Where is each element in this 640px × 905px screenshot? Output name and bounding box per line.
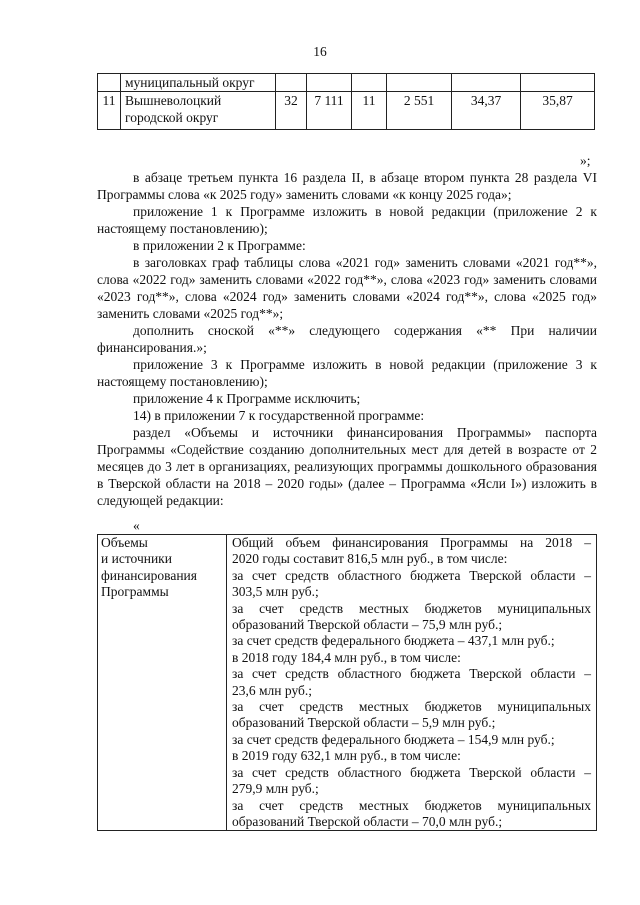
financing-content-cell <box>227 535 597 831</box>
financing-line: за счет средств областного бюджета Тверской области – <box>232 666 591 682</box>
label-line: Объемы <box>101 535 148 550</box>
section-label-cell <box>98 535 227 831</box>
financing-passport-table <box>97 534 597 831</box>
table-row <box>98 74 595 92</box>
value-cell: 32 <box>276 92 307 130</box>
paragraph: 14) в приложении 7 к государственной программе: <box>133 408 425 423</box>
municipality-name-cell <box>121 92 276 130</box>
table-row <box>98 535 597 831</box>
body-text <box>97 169 597 509</box>
closing-quote: »; <box>580 153 591 168</box>
financing-line: за счет средств местных бюджетов муниципальных <box>232 699 591 715</box>
financing-line: Общий объем финансирования Программы на 2018 – <box>232 535 591 550</box>
financing-line: в 2018 году 184,4 млн руб., в том числе: <box>232 649 461 665</box>
label-line: Программы <box>101 584 169 600</box>
financing-line: за счет средств областного бюджета Тверской области – <box>232 764 591 780</box>
financing-line: в 2019 году 632,1 млн руб., в том числе: <box>232 748 461 764</box>
paragraph: приложение 1 к Программе изложить в новой редакции (приложение 2 к настоящему постановлению); <box>97 204 597 236</box>
financing-line: образований Тверской области – 5,9 млн руб.; <box>232 715 496 731</box>
row-index-cell: 11 <box>98 92 121 130</box>
value-cell: 34,37 <box>452 92 521 130</box>
paragraph: в заголовках граф таблицы слова «2021 год» заменить словами «2021 год**», слова «2022 год» заменить словами «2022 год**», слова «2023 год» заменить словами «2023 год**», слова «2024 год» заменить словами «2024 год**», слова «2025 год» заменить словами «2025 год**»; <box>97 255 597 321</box>
municipality-name-cell: муниципальный округ <box>121 74 276 92</box>
municipal-table <box>97 73 595 130</box>
paragraph: приложение 4 к Программе исключить; <box>133 391 361 406</box>
financing-line: за счет средств федерального бюджета – 154,9 млн руб.; <box>232 731 555 747</box>
financing-line: 279,9 млн руб.; <box>232 781 319 797</box>
financing-line: образований Тверской области – 75,9 млн руб.; <box>232 617 503 633</box>
financing-line: образований Тверской области – 70,0 млн руб.; <box>232 813 503 829</box>
paragraph: приложение 3 к Программе изложить в новой редакции (приложение 3 к настоящему постановлению); <box>97 357 597 389</box>
financing-line: за счет средств местных бюджетов муниципальных <box>232 600 591 616</box>
financing-line: за счет средств областного бюджета Тверской области – <box>232 567 591 583</box>
value-cell: 2 551 <box>387 92 452 130</box>
paragraph: дополнить сноской «**» следующего содержания «** При наличии финансирования.»; <box>97 323 597 355</box>
page-number: 16 <box>313 44 327 59</box>
label-line: финансирования <box>101 567 197 583</box>
financing-line: за счет средств местных бюджетов муниципальных <box>232 797 591 813</box>
paragraph: раздел «Объемы и источники финансирования Программы» паспорта Программы «Содействие созданию дополнительных мест для детей в возрасте от 2 месяцев до 3 лет в организациях, реализующих программы дошкольного образования в Тверской области на 2018 – 2020 годы» (далее – Программа «Ясли I») изложить в следующей редакции: <box>97 425 597 508</box>
paragraph: в абзаце третьем пункта 16 раздела II, в абзаце втором пункта 28 раздела VI Программы слова «к 2025 году» заменить словами «к концу 2025 года»; <box>97 170 597 202</box>
financing-line: за счет средств федерального бюджета – 437,1 млн руб.; <box>232 633 555 649</box>
opening-quote: « <box>133 518 140 533</box>
municipality-name-line: Вышневолоцкий <box>125 93 222 108</box>
financing-line: 303,5 млн руб.; <box>232 584 319 600</box>
financing-line: 2020 годы составит 816,5 млн руб., в том числе: <box>232 551 508 567</box>
value-cell: 35,87 <box>521 92 595 130</box>
paragraph: в приложении 2 к Программе: <box>133 238 306 253</box>
table-row <box>98 92 595 130</box>
financing-line: 23,6 млн руб.; <box>232 682 313 698</box>
municipality-name-line: городской округ <box>125 110 219 125</box>
value-cell: 11 <box>352 92 387 130</box>
label-line: и источники <box>101 551 172 567</box>
value-cell: 7 111 <box>307 92 352 130</box>
